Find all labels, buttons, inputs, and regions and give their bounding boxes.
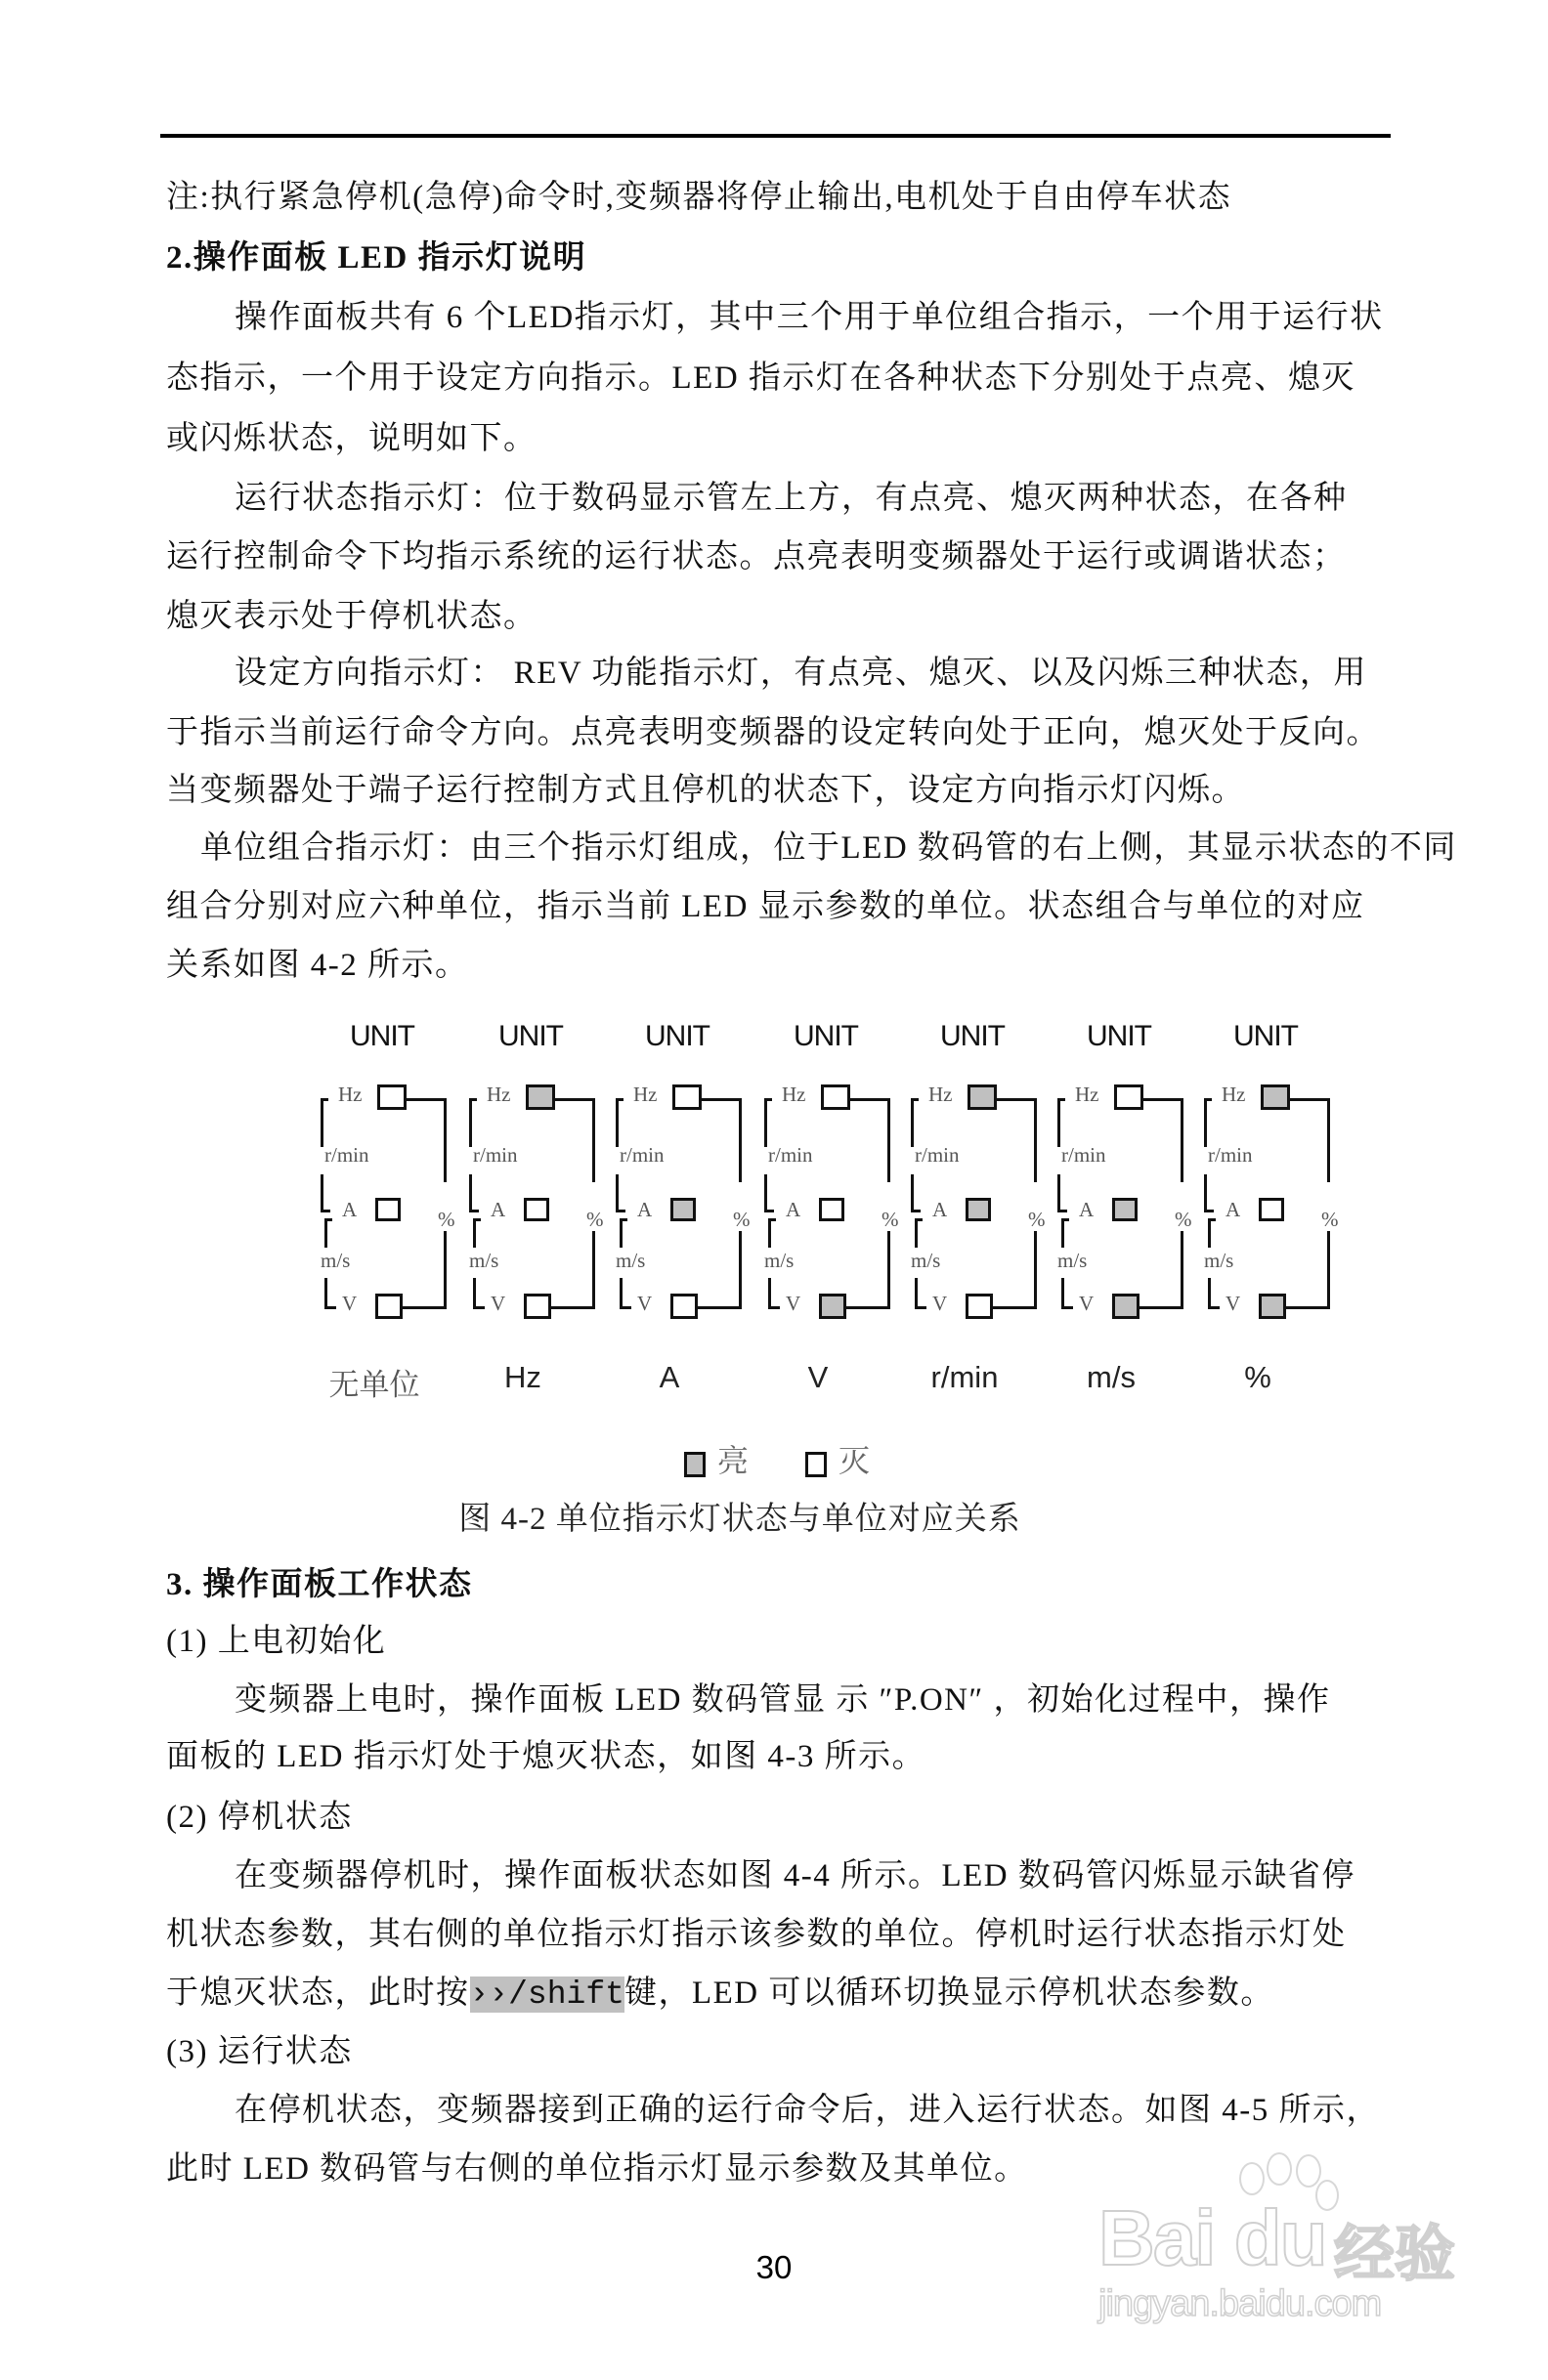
label-hz: Hz (928, 1083, 953, 1106)
figure-caption-text: 图 4-2 单位指示灯状态与单位对应关系 (458, 1502, 1021, 1537)
unit-panel (911, 1016, 1057, 1394)
led-a-indicator-icon (670, 1198, 696, 1221)
label-v: V (932, 1292, 948, 1315)
label-percent: % (1321, 1208, 1339, 1231)
led-a-indicator-icon (524, 1198, 549, 1221)
unit-panel (1057, 1016, 1204, 1394)
label-a: A (637, 1198, 653, 1221)
subsection-1-title: (1) 上电初始化 (166, 1624, 387, 1659)
bracket-segment (1061, 1306, 1073, 1309)
header-rule (160, 134, 1391, 138)
led-a-indicator-icon (819, 1198, 844, 1221)
label-percent: % (1175, 1208, 1192, 1231)
led-hz-indicator-icon (377, 1084, 407, 1110)
label-ms: m/s (616, 1249, 646, 1272)
led-a-indicator-icon (966, 1198, 991, 1221)
led-hz-indicator-icon (526, 1084, 555, 1110)
unit-panel (1204, 1016, 1351, 1394)
label-hz: Hz (1222, 1083, 1246, 1106)
label-v: V (1079, 1292, 1095, 1315)
label-ms: m/s (764, 1249, 795, 1272)
bracket-segment (1288, 1098, 1329, 1101)
para-text: 或闪烁状态，说明如下。 (166, 421, 538, 456)
bracket-segment (911, 1174, 914, 1211)
label-v: V (491, 1292, 506, 1315)
watermark-brand-cn: 经验 (1334, 2222, 1456, 2288)
unit-title: UNIT (498, 1020, 563, 1052)
unit-name: r/min (930, 1360, 999, 1394)
bracket-segment (915, 1218, 918, 1248)
label-hz: Hz (782, 1083, 806, 1106)
label-a: A (342, 1198, 358, 1221)
unit-title: UNIT (940, 1020, 1005, 1052)
bracket-segment (1208, 1218, 1211, 1248)
bracket-segment (739, 1231, 742, 1309)
bracket-segment (768, 1218, 771, 1248)
led-hz-indicator-icon (1114, 1084, 1143, 1110)
figure-caption (0, 1493, 1548, 1539)
unit-name: A (659, 1360, 680, 1394)
label-a: A (491, 1198, 506, 1221)
bracket-segment (469, 1098, 472, 1147)
bracket-segment (469, 1174, 472, 1211)
led-v-indicator-icon (966, 1294, 993, 1319)
unit-panel (764, 1016, 911, 1394)
para-text: 运行状态指示灯：位于数码显示管左上方，有点亮、熄灭两种状态，在各种 (235, 481, 1348, 516)
para-text-after-key: 键，LED 可以循环切换显示停机状态参数。 (624, 1976, 1274, 2011)
watermark-url: jingyan.baidu.com (1098, 2283, 1382, 2324)
label-ms: m/s (321, 1249, 351, 1272)
bracket-segment (473, 1218, 476, 1248)
bracket-segment (764, 1098, 767, 1147)
label-rmin: r/min (1061, 1143, 1106, 1167)
bracket-segment (915, 1278, 918, 1309)
para-text: 变频器上电时，操作面板 LED 数码管显 示 ″P.ON″ ，初始化过程中，操作 (235, 1682, 1331, 1718)
label-ms: m/s (1057, 1249, 1088, 1272)
led-v-indicator-icon (1259, 1294, 1286, 1319)
label-hz: Hz (633, 1083, 658, 1106)
bracket-segment (444, 1231, 447, 1309)
bracket-segment (321, 1210, 330, 1212)
bracket-segment (473, 1278, 476, 1309)
unit-panel (616, 1016, 762, 1394)
para-text: 机状态参数，其右侧的单位指示灯指示该参数的单位。停机时运行状态指示灯处 (166, 1917, 1347, 1952)
led-hz-indicator-icon (1261, 1084, 1290, 1110)
unit-name: m/s (1087, 1360, 1136, 1394)
bracket-segment (321, 1174, 323, 1211)
note-text: 注:执行紧急停机(急停)命令时,变频器将停止输出,电机处于自由停车状态 (166, 180, 1232, 215)
label-ms: m/s (911, 1249, 941, 1272)
paw-toe-icon (1267, 2152, 1292, 2186)
led-v-indicator-icon (819, 1294, 846, 1319)
bracket-segment (1136, 1306, 1183, 1309)
bracket-segment (620, 1278, 623, 1309)
para-text: 熄灭表示处于停机状态。 (166, 599, 538, 634)
bracket-segment (1181, 1098, 1183, 1182)
section-2-heading: 2.操作面板 LED 指示灯说明 (166, 240, 587, 276)
bracket-segment (1057, 1174, 1060, 1211)
bracket-segment (768, 1278, 771, 1309)
label-hz: Hz (1075, 1083, 1099, 1106)
led-off-swatch-icon (805, 1452, 827, 1477)
label-percent: % (438, 1208, 455, 1231)
subsection-2-title: (2) 停机状态 (166, 1800, 353, 1835)
unit-title: UNIT (794, 1020, 858, 1052)
bracket-segment (1061, 1218, 1064, 1248)
bracket-segment (620, 1218, 623, 1248)
legend-off-label: 灭 (838, 1443, 871, 1478)
bracket-segment (1034, 1098, 1037, 1182)
para-text: 于指示当前运行命令方向。点亮表明变频器的设定转向处于正向，熄灭处于反向。 (166, 715, 1380, 750)
bracket-segment (764, 1174, 767, 1211)
led-v-indicator-icon (375, 1294, 403, 1319)
paw-toe-icon (1239, 2162, 1265, 2195)
para-text: 面板的 LED 指示灯处于熄灭状态，如图 4-3 所示。 (166, 1739, 926, 1774)
bracket-segment (1181, 1231, 1183, 1309)
unit-title: UNIT (645, 1020, 710, 1052)
figure-legend (684, 1436, 919, 1481)
bracket-segment (1141, 1098, 1182, 1101)
bracket-segment (620, 1306, 631, 1309)
unit-title: UNIT (350, 1020, 414, 1052)
bracket-segment (399, 1306, 447, 1309)
bracket-segment (324, 1306, 336, 1309)
bracket-segment (739, 1098, 742, 1182)
para-text: 单位组合指示灯：由三个指示灯组成，位于LED 数码管的右上侧，其显示状态的不同 (200, 830, 1457, 866)
legend-off (805, 1436, 870, 1481)
label-percent: % (733, 1208, 751, 1231)
bracket-segment (547, 1306, 595, 1309)
bracket-segment (469, 1210, 479, 1212)
label-ms: m/s (469, 1249, 499, 1272)
para-text: 组合分别对应六种单位，指示当前 LED 显示参数的单位。状态组合与单位的对应 (166, 889, 1365, 924)
bracket-segment (694, 1306, 742, 1309)
bracket-segment (1204, 1098, 1207, 1147)
para-text-before-key: 于熄灭状态，此时按 (166, 1976, 470, 2011)
bracket-segment (592, 1231, 595, 1309)
unit-panel (469, 1016, 616, 1394)
unit-title: UNIT (1233, 1020, 1298, 1052)
bracket-segment (321, 1098, 323, 1147)
bracket-segment (1327, 1098, 1330, 1182)
para-text: 在变频器停机时，操作面板状态如图 4-4 所示。LED 数码管闪烁显示缺省停 (235, 1858, 1355, 1893)
unit-name: 无单位 (328, 1368, 420, 1402)
bracket-segment (616, 1210, 625, 1212)
bracket-segment (473, 1306, 485, 1309)
bracket-segment (444, 1098, 447, 1182)
bracket-segment (1057, 1098, 1060, 1147)
label-percent: % (586, 1208, 604, 1231)
bracket-segment (911, 1210, 921, 1212)
label-hz: Hz (487, 1083, 511, 1106)
para-text: 关系如图 4-2 所示。 (166, 948, 469, 983)
baidu-watermark (1095, 2145, 1466, 2324)
bracket-segment (1282, 1306, 1330, 1309)
bracket-segment (887, 1231, 890, 1309)
unit-name: % (1244, 1360, 1271, 1394)
bracket-segment (842, 1306, 890, 1309)
bracket-segment (1057, 1210, 1067, 1212)
bracket-segment (1208, 1306, 1220, 1309)
bracket-segment (1061, 1278, 1064, 1309)
label-v: V (342, 1292, 358, 1315)
label-a: A (1226, 1198, 1241, 1221)
label-v: V (1226, 1292, 1241, 1315)
led-a-indicator-icon (375, 1198, 401, 1221)
led-hz-indicator-icon (821, 1084, 850, 1110)
label-v: V (786, 1292, 801, 1315)
shift-key-highlight: ››/shift (469, 1976, 624, 2013)
label-rmin: r/min (915, 1143, 960, 1167)
label-rmin: r/min (1208, 1143, 1253, 1167)
led-hz-indicator-icon (968, 1084, 997, 1110)
led-v-indicator-icon (1112, 1294, 1140, 1319)
para-text: 此时 LED 数码管与右侧的单位指示灯显示参数及其单位。 (166, 2151, 1028, 2187)
label-ms: m/s (1204, 1249, 1234, 1272)
label-percent: % (882, 1208, 899, 1231)
bracket-segment (324, 1218, 327, 1248)
label-a: A (932, 1198, 948, 1221)
label-v: V (637, 1292, 653, 1315)
label-rmin: r/min (473, 1143, 518, 1167)
bracket-segment (405, 1098, 446, 1101)
bracket-segment (1204, 1174, 1207, 1211)
bracket-segment (915, 1306, 926, 1309)
led-a-indicator-icon (1259, 1198, 1284, 1221)
bracket-segment (989, 1306, 1037, 1309)
page-number: 30 (755, 2249, 793, 2285)
label-a: A (786, 1198, 801, 1221)
led-hz-indicator-icon (672, 1084, 702, 1110)
unit-name: Hz (504, 1360, 541, 1394)
bracket-segment (995, 1098, 1036, 1101)
legend-on (684, 1436, 749, 1481)
para-text: 态指示，一个用于设定方向指示。LED 指示灯在各种状态下分别处于点亮、熄灭 (166, 361, 1355, 396)
label-rmin: r/min (768, 1143, 813, 1167)
bracket-segment (848, 1098, 889, 1101)
bracket-segment (1327, 1231, 1330, 1309)
unit-title: UNIT (1087, 1020, 1151, 1052)
bracket-segment (616, 1174, 619, 1211)
bracket-segment (700, 1098, 741, 1101)
bracket-segment (324, 1278, 327, 1309)
bracket-segment (1204, 1210, 1214, 1212)
paw-toe-icon (1296, 2154, 1321, 2188)
bracket-segment (616, 1098, 619, 1147)
para-text: 操作面板共有 6 个LED指示灯，其中三个用于单位组合指示，一个用于运行状 (235, 300, 1384, 335)
para-text: 在停机状态，变频器接到正确的运行命令后，进入运行状态。如图 4-5 所示， (235, 2093, 1380, 2128)
bracket-segment (592, 1098, 595, 1182)
label-a: A (1079, 1198, 1095, 1221)
led-v-indicator-icon (670, 1294, 698, 1319)
led-on-swatch-icon (684, 1452, 706, 1477)
bracket-segment (1208, 1278, 1211, 1309)
label-hz: Hz (338, 1083, 363, 1106)
bracket-segment (887, 1098, 890, 1182)
unit-panel (321, 1016, 467, 1402)
para-text: 设定方向指示灯： REV 功能指示灯，有点亮、熄灭、以及闪烁三种状态，用 (235, 656, 1367, 691)
para-text: 当变频器处于端子运行控制方式且停机的状态下，设定方向指示灯闪烁。 (166, 773, 1245, 808)
bracket-segment (911, 1098, 914, 1147)
led-v-indicator-icon (524, 1294, 551, 1319)
bracket-segment (768, 1306, 780, 1309)
unit-name: V (807, 1360, 829, 1394)
section-3-heading: 3. 操作面板工作状态 (166, 1567, 473, 1602)
figure-4-2 (313, 1016, 1388, 1475)
bracket-segment (764, 1210, 774, 1212)
label-rmin: r/min (620, 1143, 665, 1167)
label-percent: % (1028, 1208, 1046, 1231)
label-rmin: r/min (324, 1143, 369, 1167)
bracket-segment (1034, 1231, 1037, 1309)
subsection-3-title: (3) 运行状态 (166, 2034, 353, 2069)
led-a-indicator-icon (1112, 1198, 1138, 1221)
watermark-brand: Bai du (1098, 2194, 1326, 2281)
legend-on-label: 亮 (717, 1443, 750, 1478)
bracket-segment (553, 1098, 594, 1101)
para-text (166, 1972, 1398, 2017)
para-text: 运行控制命令下均指示系统的运行状态。点亮表明变频器处于运行或调谐状态； (166, 539, 1347, 574)
